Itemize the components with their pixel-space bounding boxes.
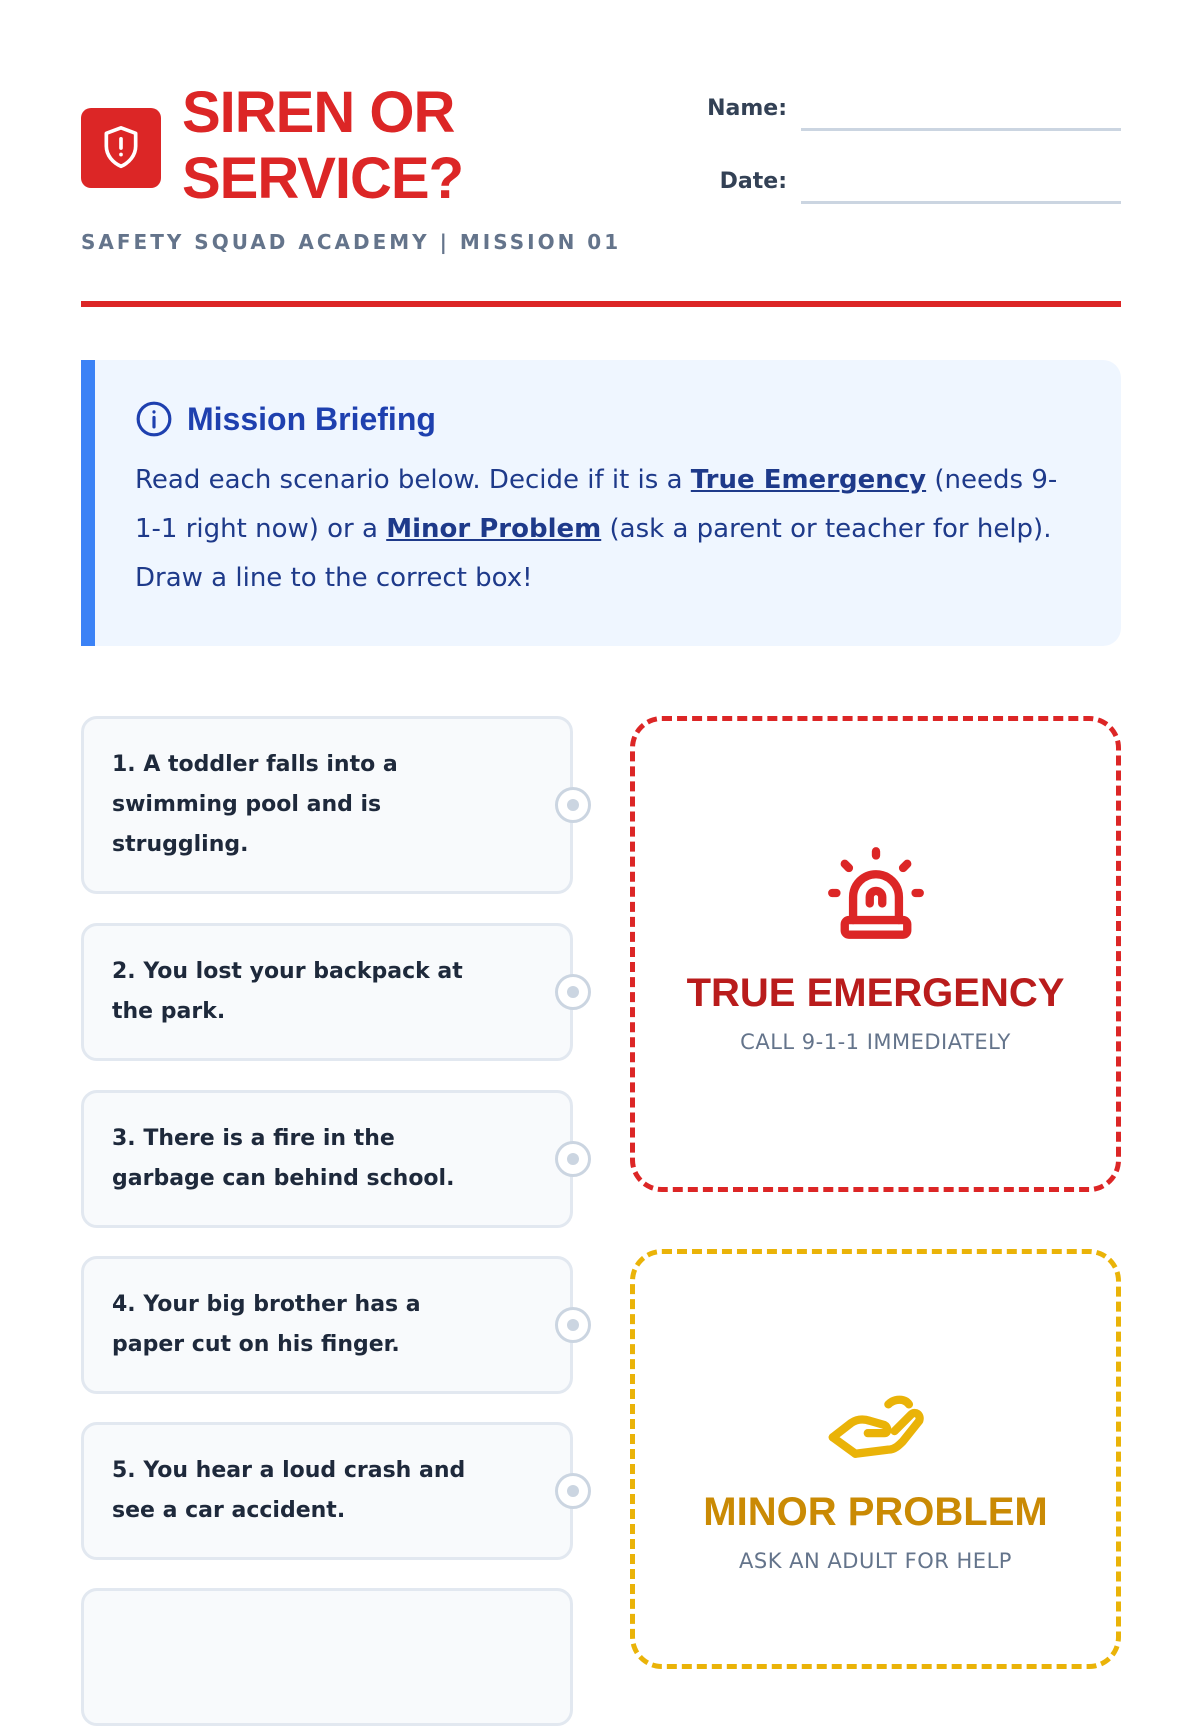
header-divider xyxy=(81,301,1121,307)
true-emergency-subtitle: CALL 9-1-1 IMMEDIATELY xyxy=(740,1030,1011,1054)
scenario-text: 5. You hear a loud crash and see a car accident. xyxy=(112,1458,466,1523)
scenario-text: 1. A toddler falls into a swimming pool and is struggling. xyxy=(112,752,398,857)
briefing-heading xyxy=(135,400,1071,438)
term-minor-problem: Minor Problem xyxy=(386,514,602,544)
briefing-text-part-3: (ask a parent or teacher for help). Draw a line to the correct box! xyxy=(135,514,1052,593)
name-field xyxy=(697,94,1121,131)
shield-alert-icon xyxy=(81,108,161,188)
minor-problem-subtitle: ASK AN ADULT FOR HELP xyxy=(739,1549,1012,1573)
minor-problem-title: MINOR PROBLEM xyxy=(703,1490,1048,1534)
scenario-text: 3. There is a fire in the garbage can behind school. xyxy=(112,1126,455,1191)
title-line-2: SERVICE? xyxy=(182,146,464,211)
briefing-text-part-2: (needs 9-1-1 right now) or a xyxy=(135,465,1058,544)
minor-problem-box[interactable] xyxy=(630,1249,1121,1669)
briefing-title: Mission Briefing xyxy=(187,400,436,437)
name-line[interactable] xyxy=(801,94,1121,131)
connector-dot[interactable] xyxy=(555,1473,591,1509)
page-title xyxy=(182,80,602,212)
name-label: Name: xyxy=(707,96,787,121)
info-icon xyxy=(135,400,173,438)
title-line-1: SIREN OR xyxy=(182,80,455,145)
scenario-card-3 xyxy=(81,1090,573,1228)
connector-dot[interactable] xyxy=(555,974,591,1010)
date-field xyxy=(697,167,1121,204)
date-label: Date: xyxy=(719,169,787,194)
worksheet-header xyxy=(81,80,1121,310)
scenario-card-4 xyxy=(81,1256,573,1394)
mission-briefing xyxy=(81,360,1121,646)
briefing-text xyxy=(135,456,1071,603)
scenario-card-6 xyxy=(81,1588,573,1726)
siren-icon xyxy=(826,843,926,943)
date-line[interactable] xyxy=(801,167,1121,204)
briefing-text-part-1: Read each scenario below. Decide if it is a xyxy=(135,465,691,495)
connector-dot[interactable] xyxy=(555,1307,591,1343)
scenario-text: 2. You lost your backpack at the park. xyxy=(112,959,463,1024)
helping-hand-icon xyxy=(826,1392,926,1462)
term-true-emergency: True Emergency xyxy=(690,465,927,495)
true-emergency-box[interactable] xyxy=(630,716,1121,1192)
scenario-card-1 xyxy=(81,716,573,894)
scenario-card-2 xyxy=(81,923,573,1061)
connector-dot[interactable] xyxy=(555,787,591,823)
scenario-card-5 xyxy=(81,1422,573,1560)
page-subtitle: SAFETY SQUAD ACADEMY | MISSION 01 xyxy=(81,230,622,254)
scenario-text: 4. Your big brother has a paper cut on his finger. xyxy=(112,1292,421,1357)
connector-dot[interactable] xyxy=(555,1141,591,1177)
true-emergency-title: TRUE EMERGENCY xyxy=(686,971,1065,1015)
